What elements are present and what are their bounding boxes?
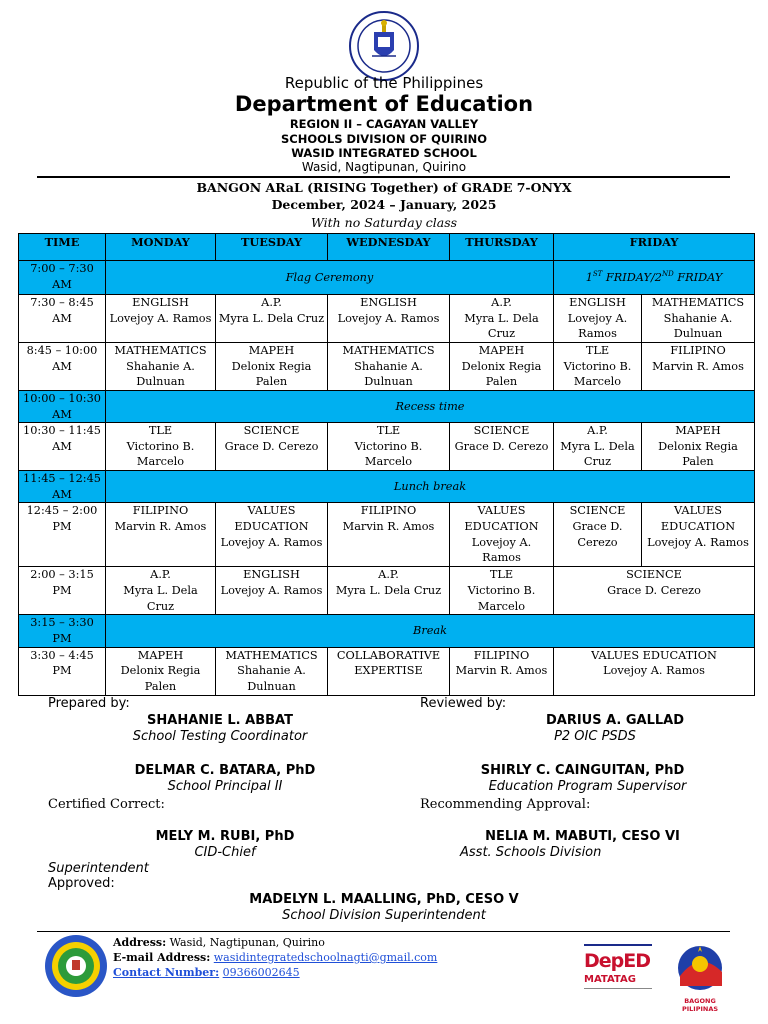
recommending-label: Recommending Approval: [420,797,591,812]
asds-name: NELIA M. MABUTI, CESO VI [485,829,680,844]
document-title: BANGON ARaL (RISING Together) of GRADE 7-ONYX [196,180,572,195]
asds-role: Asst. Schools Division [460,845,602,860]
table-row [19,391,755,423]
principal-name: DELMAR C. BATARA, PhD [134,763,316,778]
header-wednesday: WEDNESDAY [328,234,450,261]
time-cell: 7:30 – 8:45 AM [19,295,106,343]
supervisor-name: SHIRLY C. CAINGUITAN, PhD [480,763,685,778]
department-heading: Department of Education [234,92,534,116]
preparer-role: School Testing Coordinator [132,729,308,744]
reviewed-by-label: Reviewed by: [420,696,507,711]
deped-matatag-logo: DepED MATATAG [584,944,654,1004]
table-row [19,295,755,343]
time-cell: 3:15 – 3:30 PM [19,615,106,647]
cid-chief-name: MELY M. RUBI, PhD [155,829,295,844]
class-cell: MAPEH Delonix Regia Palen [216,343,328,391]
sds-role: School Division Superintendent [282,908,486,923]
table-row [19,343,755,391]
header-monday: MONDAY [106,234,216,261]
break-cell: Break [106,615,755,647]
table-row [19,471,755,503]
header-divider [37,176,730,178]
recess-cell: Recess time [106,391,755,423]
class-cell: MATHEMATICS Shahanie A. Dulnuan [642,295,755,343]
sds-name: MADELYN L. MAALLING, PhD, CESO V [249,892,519,907]
division-heading: SCHOOLS DIVISION OF QUIRINO [280,132,488,146]
class-cell: A.P. Myra L. Dela Cruz [328,567,450,615]
class-cell: A.P. Myra L. Dela Cruz [554,423,642,471]
class-cell: TLE Victorino B. Marcelo [450,567,554,615]
class-cell: MAPEH Delonix Regia Palen [106,647,216,695]
table-row [19,423,755,471]
reviewer-name: DARIUS A. GALLAD [545,713,685,728]
class-cell: SCIENCE Grace D. Cerezo [450,423,554,471]
friday-flag-cell: 1ST FRIDAY/2ND FRIDAY [554,261,755,295]
approved-label: Approved: [48,876,115,891]
table-header-row [19,234,755,261]
class-cell: ENGLISH Lovejoy A. Ramos [106,295,216,343]
time-cell: 10:00 – 10:30 AM [19,391,106,423]
deped-seal-logo [348,10,420,82]
school-heading: WASID INTEGRATED SCHOOL [291,146,477,160]
time-cell: 2:00 – 3:15 PM [19,567,106,615]
flag-ceremony-cell: Flag Ceremony [106,261,554,295]
class-cell: MAPEH Delonix Regia Palen [642,423,755,471]
school-location: Wasid, Nagtipunan, Quirino [301,160,467,174]
footer-contact: Contact Number: 09366002645 [113,966,300,979]
table-row [19,615,755,647]
class-cell: A.P. Myra L. Dela Cruz [216,295,328,343]
class-cell: ENGLISH Lovejoy A. Ramos [554,295,642,343]
class-cell: TLE Victorino B. Marcelo [328,423,450,471]
class-cell: ENGLISH Lovejoy A. Ramos [328,295,450,343]
class-cell: MATHEMATICS Shahanie A. Dulnuan [106,343,216,391]
time-cell: 3:30 – 4:45 PM [19,647,106,695]
region-heading: REGION II – CAGAYAN VALLEY [289,117,479,131]
time-cell: 8:45 – 10:00 AM [19,343,106,391]
schedule-table [18,233,755,696]
time-cell: 7:00 – 7:30 AM [19,261,106,295]
school-seal-logo [44,934,108,998]
class-cell: FILIPINO Marvin R. Amos [642,343,755,391]
supervisor-role: Education Program Supervisor [488,779,687,794]
table-row [19,261,755,295]
header-thursday: THURSDAY [450,234,554,261]
republic-heading: Republic of the Philippines [284,74,484,92]
header-tuesday: TUESDAY [216,234,328,261]
document-period: December, 2024 – January, 2025 [271,197,497,212]
lunch-cell: Lunch break [106,471,755,503]
class-cell: SCIENCE Grace D. Cerezo [216,423,328,471]
class-cell: TLE Victorino B. Marcelo [106,423,216,471]
reviewer-role: P2 OIC PSDS [554,729,636,744]
class-cell: VALUES EDUCATION Lovejoy A. Ramos [554,647,755,695]
footer-email: E-mail Address: wasidintegratedschoolnagti@gmail.com [113,951,438,964]
class-cell: MATHEMATICS Shahanie A. Dulnuan [328,343,450,391]
prepared-by-label: Prepared by: [48,696,130,711]
class-cell: VALUES EDUCATION Lovejoy A. Ramos [450,503,554,567]
class-cell: FILIPINO Marvin R. Amos [328,503,450,567]
time-cell: 11:45 – 12:45 AM [19,471,106,503]
class-cell: VALUES EDUCATION Lovejoy A. Ramos [642,503,755,567]
header-friday: FRIDAY [554,234,755,261]
time-cell: 10:30 – 11:45 AM [19,423,106,471]
preparer-name: SHAHANIE L. ABBAT [147,713,293,728]
table-row [19,567,755,615]
footer-address: Address: Wasid, Nagtipunan, Quirino [113,936,325,949]
class-cell: SCIENCE Grace D. Cerezo [554,567,755,615]
class-cell: FILIPINO Marvin R. Amos [106,503,216,567]
footer-divider [37,931,730,932]
class-cell: VALUES EDUCATION Lovejoy A. Ramos [216,503,328,567]
class-cell: MAPEH Delonix Regia Palen [450,343,554,391]
class-cell: TLE Victorino B. Marcelo [554,343,642,391]
class-cell: FILIPINO Marvin R. Amos [450,647,554,695]
email-link[interactable]: wasidintegratedschoolnagti@gmail.com [213,951,438,964]
class-cell: COLLABORATIVE EXPERTISE [328,647,450,695]
table-row [19,503,755,567]
time-cell: 12:45 – 2:00 PM [19,503,106,567]
contact-link[interactable]: 09366002645 [222,966,300,979]
class-cell: SCIENCE Grace D. Cerezo [554,503,642,567]
principal-role: School Principal II [167,779,283,794]
class-cell: A.P. Myra L. Dela Cruz [106,567,216,615]
class-cell: ENGLISH Lovejoy A. Ramos [216,567,328,615]
class-cell: A.P. Myra L. Dela Cruz [450,295,554,343]
class-cell: MATHEMATICS Shahanie A. Dulnuan [216,647,328,695]
certified-label: Certified Correct: [48,797,165,812]
table-row [19,647,755,695]
asds-role-cont: Superintendent [48,861,149,876]
bagong-pilipinas-logo: BAGONG PILIPINAS [666,942,734,1004]
header-time: TIME [19,234,106,261]
document-note: With no Saturday class [310,215,458,230]
cid-chief-role: CID-Chief [194,845,256,860]
